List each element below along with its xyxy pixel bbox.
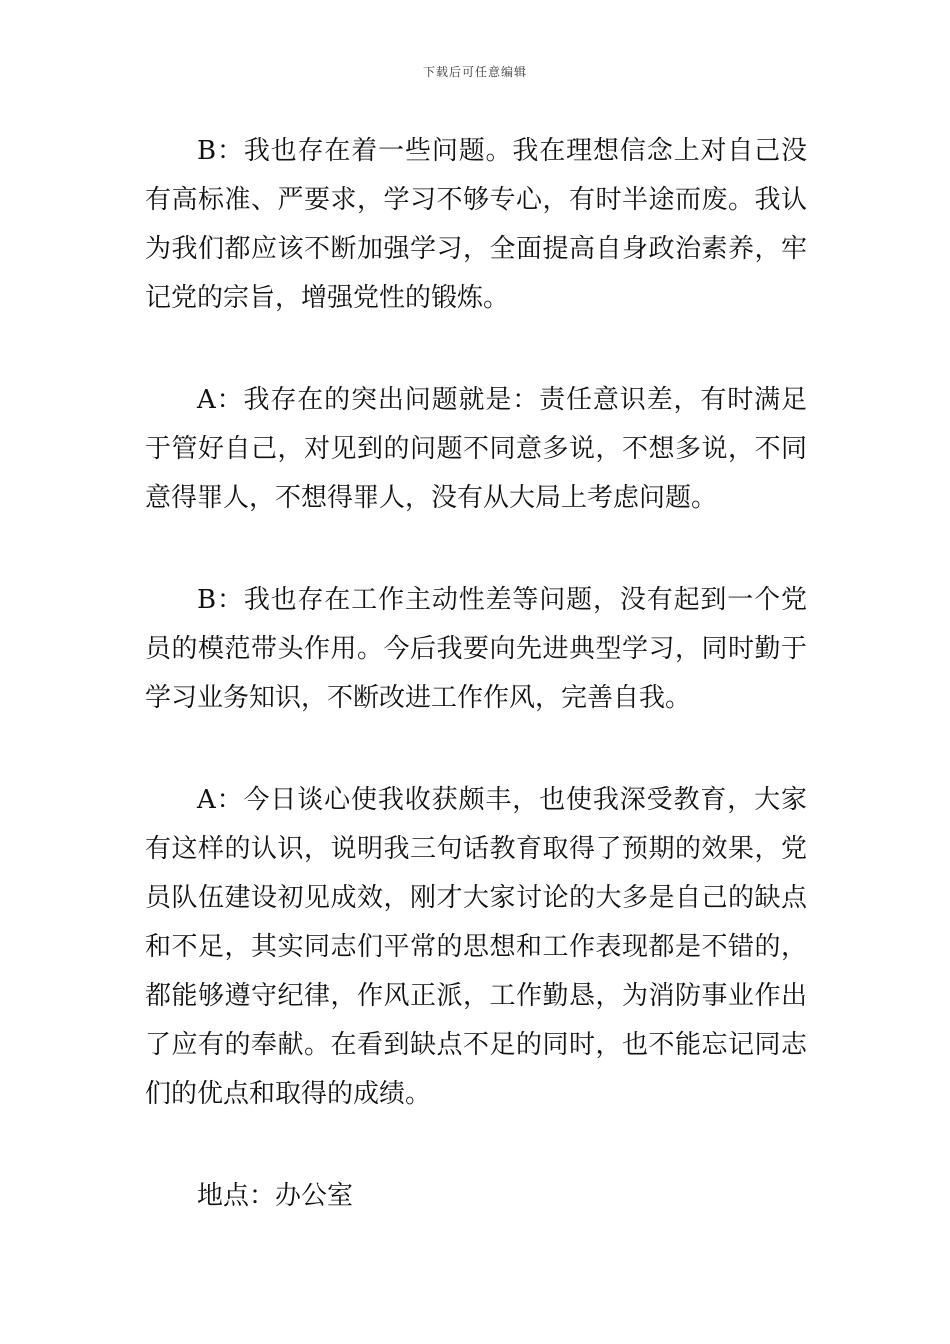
location-line: 地点：办公室 (197, 1181, 354, 1211)
page-header-note: 下载后可任意编辑 (422, 65, 527, 79)
paragraph-4: A：今日谈心使我收获颇丰，也使我深受教育，大家有这样的认识，说明我三句话教育取得了预期的效果，党员队伍建设初见成效，刚才大家讨论的大多是自己的缺点和不足，其实同志们平常的思想和工作表现都是不错的，都能够遵守纪律，作风正派，工作勤恳，为消防事业作出了应有的奉献。在看到缺点不足的同时，也不能忘记同志们的优点和取得的成绩。 (145, 785, 807, 1109)
paragraph-2: A：我存在的突出问题就是：责任意识差，有时满足于管好自己，对见到的问题不同意多说，不想多说，不同意得罪人，不想得罪人，没有从大局上考虑问题。 (145, 385, 807, 513)
paragraph-1: B：我也存在着一些问题。我在理想信念上对自己没有高标准、严要求，学习不够专心，有时半途而废。我认为我们都应该不断加强学习，全面提高自身政治素养，牢记党的宗旨，增强党性的锻炼。 (145, 136, 807, 313)
paragraph-gap (145, 1119, 807, 1172)
paragraph-gap (145, 723, 807, 776)
paragraph-3: B：我也存在工作主动性差等问题，没有起到一个党员的模范带头作用。今后我要向先进典型学习，同时勤于学习业务知识，不断改进工作作风，完善自我。 (145, 585, 807, 713)
document-body (145, 127, 807, 1221)
paragraph-gap (145, 323, 807, 376)
paragraph-gap (145, 523, 807, 576)
